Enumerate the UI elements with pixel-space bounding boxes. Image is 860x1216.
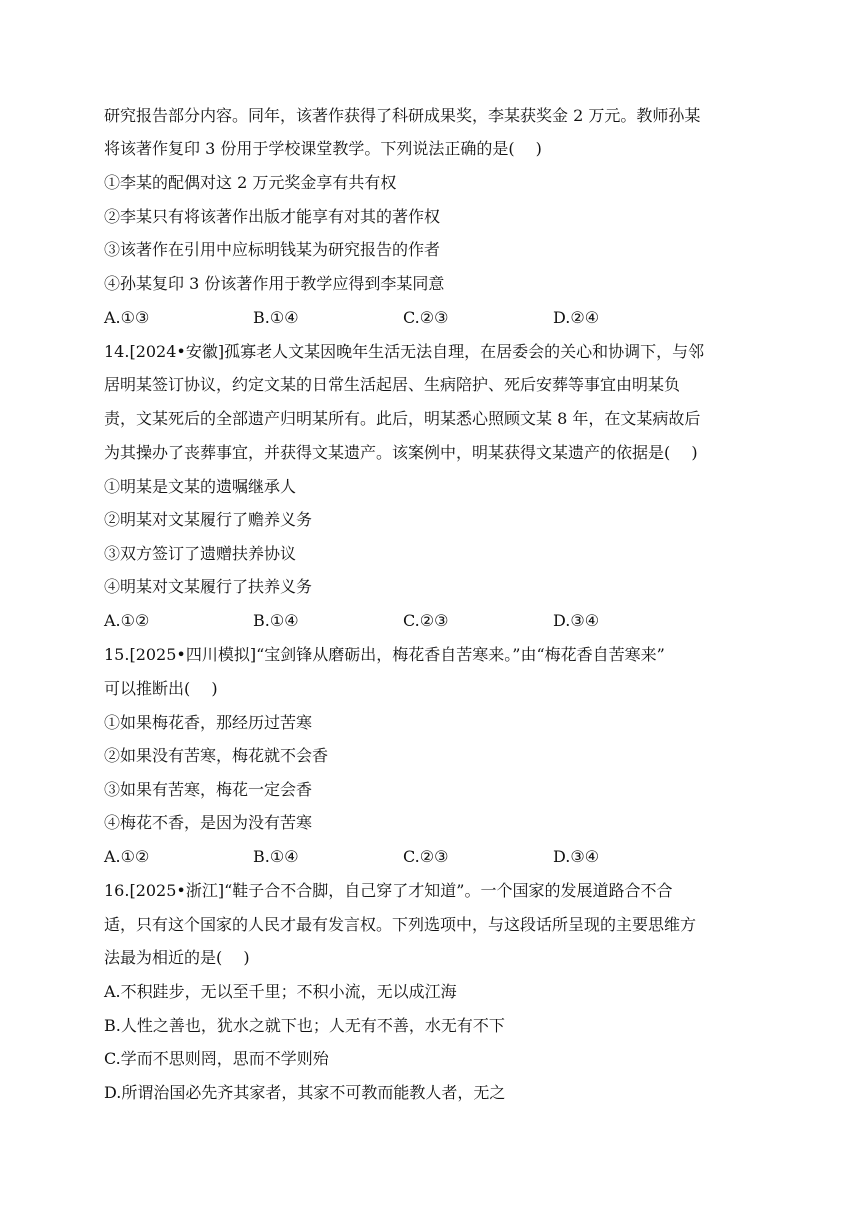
q14-option-c: C.②③ xyxy=(403,611,449,630)
q16-stem-line-2: 适，只有这个国家的人民才最有发言权。下列选项中，与这段话所呈现的主要思维方 xyxy=(104,915,697,934)
q16-choice-a: A.不积跬步，无以至千里；不积小流，无以成江海 xyxy=(104,982,457,1001)
q13-option-b: B.①④ xyxy=(253,308,299,327)
q14-stem-line-2: 居明某签订协议，约定文某的日常生活起居、生病陪护、死后安葬等事宜由明某负 xyxy=(104,375,681,394)
q14-stem-line-4: 为其操办了丧葬事宜，并获得文某遗产。该案例中，明某获得文某遗产的依据是( ) xyxy=(104,443,698,462)
q15-statement-1: ①如果梅花香，那经历过苦寒 xyxy=(104,713,313,732)
q16-stem-line-3: 法最为相近的是( ) xyxy=(104,948,250,967)
q14-option-d: D.③④ xyxy=(553,611,600,630)
q15-option-d: D.③④ xyxy=(553,847,600,866)
q16-choice-d: D.所谓治国必先齐其家者，其家不可教而能教人者，无之 xyxy=(104,1083,506,1102)
q15-stem-line-1: 15.[2025•四川模拟]“宝剑锋从磨砺出，梅花香自苦寒来。”由“梅花香自苦寒来” xyxy=(104,645,665,664)
q13-option-c: C.②③ xyxy=(403,308,449,327)
q14-option-a: A.①② xyxy=(104,611,150,630)
q13-statement-2: ②李某只有将该著作出版才能享有对其的著作权 xyxy=(104,207,441,226)
q14-statement-1: ①明某是文某的遗嘱继承人 xyxy=(104,477,297,496)
q15-statement-2: ②如果没有苦寒，梅花就不会香 xyxy=(104,746,329,765)
q13-statement-1: ①李某的配偶对这 2 万元奖金享有共有权 xyxy=(104,173,397,192)
q14-statement-4: ④明某对文某履行了扶养义务 xyxy=(104,577,313,596)
q14-option-b: B.①④ xyxy=(253,611,299,630)
q15-stem-line-2: 可以推断出( ) xyxy=(104,679,218,698)
q13-stem-line-2: 将该著作复印 3 份用于学校课堂教学。下列说法正确的是( ) xyxy=(104,139,542,158)
q15-option-a: A.①② xyxy=(104,847,150,866)
q13-stem-line-1: 研究报告部分内容。同年，该著作获得了科研成果奖，李某获奖金 2 万元。教师孙某 xyxy=(104,106,701,125)
q16-choice-c: C.学而不思则罔，思而不学则殆 xyxy=(104,1049,329,1068)
q16-choice-b: B.人性之善也，犹水之就下也；人无有不善，水无有不下 xyxy=(104,1016,505,1035)
q14-statement-2: ②明某对文某履行了赡养义务 xyxy=(104,510,313,529)
q15-statement-3: ③如果有苦寒，梅花一定会香 xyxy=(104,780,313,799)
q13-option-a: A.①③ xyxy=(104,308,150,327)
q13-statement-4: ④孙某复印 3 份该著作用于教学应得到李某同意 xyxy=(104,274,445,293)
q15-option-b: B.①④ xyxy=(253,847,299,866)
q14-statement-3: ③双方签订了遗赠扶养协议 xyxy=(104,544,297,563)
q14-stem-line-3: 责，文某死后的全部遗产归明某所有。此后，明某悉心照顾文某 8 年，在文某病故后 xyxy=(104,409,701,428)
q16-stem-line-1: 16.[2025•浙江]“鞋子合不合脚，自己穿了才知道”。一个国家的发展道路合不合 xyxy=(104,881,673,900)
q14-stem-line-1: 14.[2024•安徽]孤寡老人文某因晚年生活无法自理，在居委会的关心和协调下，与邻 xyxy=(104,342,705,361)
q13-option-d: D.②④ xyxy=(553,308,600,327)
q15-option-c: C.②③ xyxy=(403,847,449,866)
q13-statement-3: ③该著作在引用中应标明钱某为研究报告的作者 xyxy=(104,240,441,259)
q15-statement-4: ④梅花不香，是因为没有苦寒 xyxy=(104,813,313,832)
